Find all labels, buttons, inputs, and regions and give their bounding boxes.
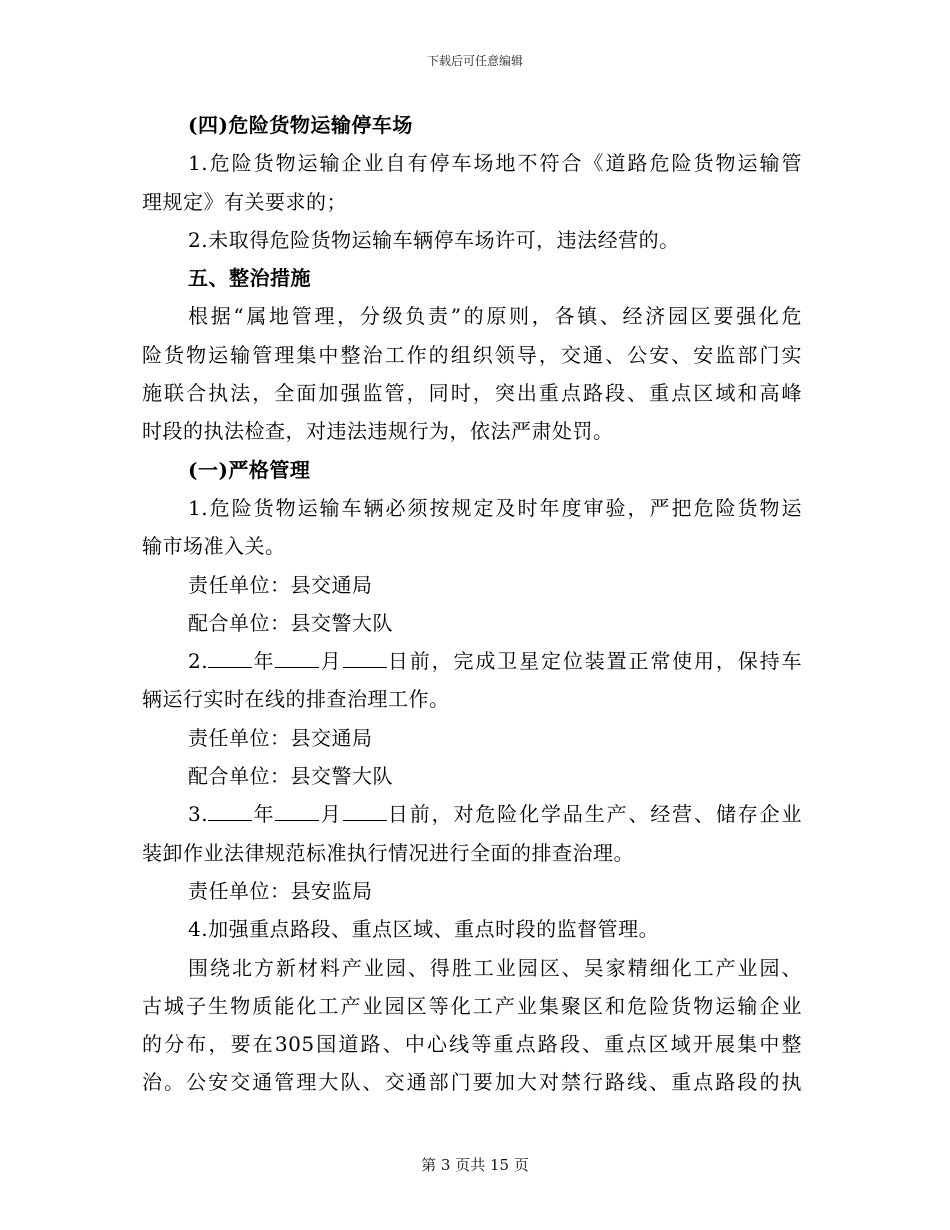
text-line: [142, 221, 802, 259]
text-line: [142, 757, 802, 795]
document-body: [142, 106, 802, 1102]
line-text: 五、整治措施: [188, 266, 311, 291]
line-segment: 月: [319, 802, 343, 827]
text-line: [142, 1063, 802, 1101]
line-segment: 年: [252, 802, 276, 827]
text-line: [142, 374, 802, 412]
fill-in-blank: [275, 666, 319, 668]
text-line: [142, 719, 802, 757]
line-text: 4.加强重点路段、重点区域、重点时段的监督管理。: [188, 917, 660, 942]
text-line: [142, 106, 802, 144]
page-header: 下载后可任意编辑: [426, 54, 523, 68]
text-line: [142, 1025, 802, 1063]
fill-in-blank: [275, 819, 319, 821]
line-text: 施联合执法，全面加强监管，同时，突出重点路段、重点区域和高峰: [142, 381, 802, 406]
line-text: 配合单位：县交警大队: [188, 610, 393, 635]
text-line: [142, 949, 802, 987]
text-line: [142, 795, 802, 833]
page-footer: 第 3 页共 15 页: [421, 1156, 529, 1174]
line-text: 责任单位：县交通局: [188, 725, 373, 750]
line-segment: 日前，完成卫星定位装置正常使用，保持车: [386, 649, 803, 674]
line-text: 围绕北方新材料产业园、得胜工业园区、吴家精细化工产业园、: [188, 955, 802, 980]
text-line: [142, 489, 802, 527]
text-line: [142, 527, 802, 565]
fill-in-blank: [208, 819, 252, 821]
line-text: 责任单位：县交通局: [188, 572, 373, 597]
line-text: 时段的执法检查，对违法违规行为，依法严肃处罚。: [142, 419, 614, 444]
text-line: [142, 834, 802, 872]
line-text: 责任单位：县安监局: [188, 878, 373, 903]
line-text: 1.危险货物运输车辆必须按规定及时年度审验，严把危险货物运: [188, 495, 802, 520]
text-line: [142, 412, 802, 450]
line-text: 1.危险货物运输企业自有停车场地不符合《道路危险货物运输管: [188, 151, 802, 176]
fill-in-blank: [343, 666, 387, 668]
text-line: [142, 604, 802, 642]
line-text: 根据“属地管理，分级负责”的原则，各镇、经济园区要强化危: [188, 304, 802, 329]
line-text: 2.: [188, 649, 209, 674]
text-line: [142, 566, 802, 604]
text-line: [142, 987, 802, 1025]
fill-in-blank: [343, 819, 387, 821]
text-line: [142, 336, 802, 374]
text-line: [142, 297, 802, 335]
line-segment: 年: [252, 649, 276, 674]
fill-in-blank: [208, 666, 252, 668]
line-text: 险货物运输管理集中整治工作的组织领导，交通、公安、安监部门实: [142, 342, 802, 367]
line-text: 2.未取得危险货物运输车辆停车场许可，违法经营的。: [188, 227, 680, 252]
line-text: 的分布，要在305国道路、中心线等重点路段、重点区域开展集中整: [142, 1032, 802, 1057]
line-text: 配合单位：县交警大队: [188, 764, 393, 789]
line-text: 辆运行实时在线的排查治理工作。: [142, 687, 450, 712]
text-line: [142, 259, 802, 297]
text-line: [142, 451, 802, 489]
text-line: [142, 144, 802, 182]
line-segment: 月: [319, 649, 343, 674]
line-text: (四)危险货物运输停车场: [188, 113, 413, 137]
text-line: [142, 642, 802, 680]
line-text: 3.: [188, 802, 209, 827]
line-text: 理规定》有关要求的；: [142, 189, 347, 214]
line-text: 古城子生物质能化工产业园区等化工产业集聚区和危险货物运输企业: [142, 993, 802, 1018]
text-line: [142, 680, 802, 718]
text-line: [142, 910, 802, 948]
line-text: 输市场准入关。: [142, 534, 286, 559]
line-segment: 日前，对危险化学品生产、经营、储存企业: [386, 802, 803, 827]
line-text: 治。公安交通管理大队、交通部门要加大对禁行路线、重点路段的执: [142, 1070, 802, 1095]
line-text: 装卸作业法律规范标准执行情况进行全面的排查治理。: [142, 840, 634, 865]
text-line: [142, 183, 802, 221]
line-text: (一)严格管理: [188, 457, 311, 482]
text-line: [142, 872, 802, 910]
